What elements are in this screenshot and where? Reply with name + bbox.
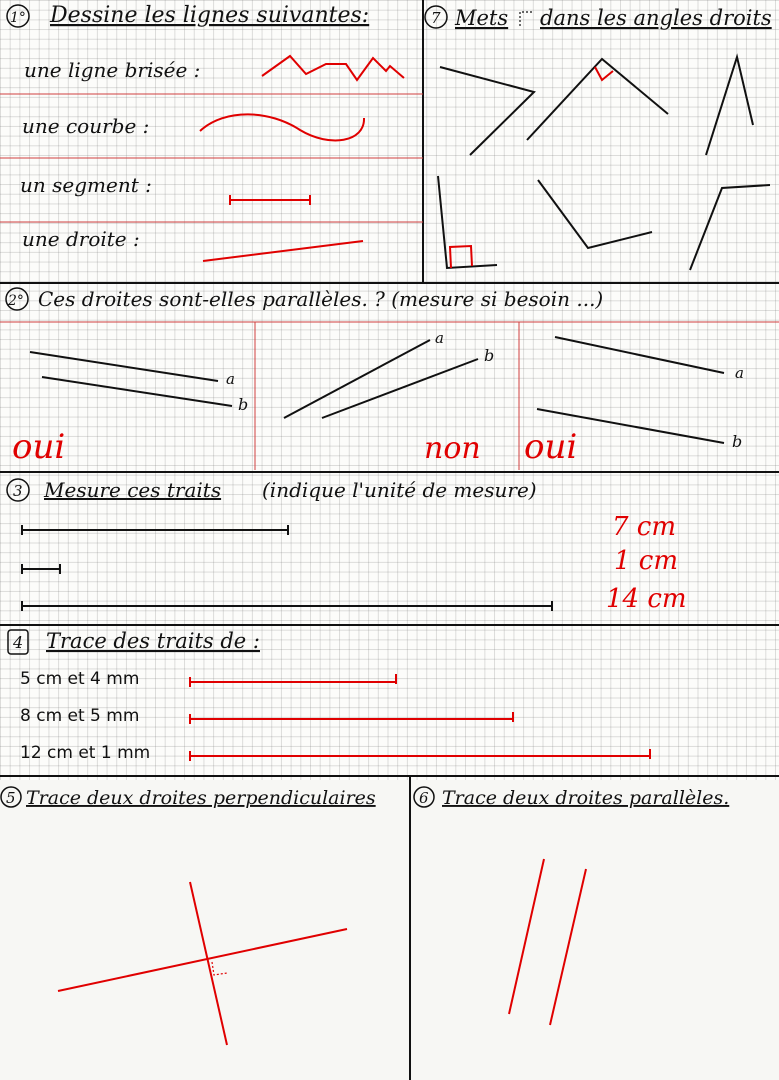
row-label-broken-line: une ligne brisée : bbox=[24, 58, 201, 82]
drawn-straight-line bbox=[203, 241, 363, 261]
right-angle-symbol bbox=[520, 12, 534, 26]
traced-segments bbox=[190, 674, 650, 761]
exercise-4-number: 4 bbox=[13, 633, 24, 652]
line-label-b: b bbox=[238, 395, 249, 414]
angle-figures bbox=[438, 57, 770, 270]
line-label-b: b bbox=[484, 346, 495, 365]
drawn-broken-line bbox=[262, 56, 404, 80]
parallel-test-lines bbox=[30, 337, 724, 443]
exercise-3-number: 3 bbox=[13, 482, 23, 500]
exercise-5 bbox=[1, 787, 376, 1045]
drawn-curve bbox=[200, 114, 364, 140]
answer-panel-3: oui bbox=[524, 427, 578, 467]
exercise-3 bbox=[7, 478, 687, 614]
length-label-3: 12 cm et 1 mm bbox=[20, 743, 151, 763]
line-label-a: a bbox=[735, 364, 744, 382]
line-label-a: a bbox=[435, 329, 444, 347]
exercise-2 bbox=[6, 287, 744, 467]
drawn-segment bbox=[230, 195, 310, 205]
length-label-1: 5 cm et 4 mm bbox=[20, 669, 140, 689]
measure-answer-2: 1 cm bbox=[614, 546, 679, 576]
segments-to-measure bbox=[22, 525, 552, 611]
row-label-segment: un segment : bbox=[20, 173, 152, 197]
exercise-7-number: 7 bbox=[431, 9, 441, 27]
exercise-5-number: 5 bbox=[6, 789, 16, 807]
right-angle-marks bbox=[450, 67, 613, 268]
exercise-6-number: 6 bbox=[419, 789, 429, 807]
exercise-4-title: Trace des traits de : bbox=[46, 629, 260, 653]
answer-panel-1: oui bbox=[12, 427, 66, 467]
exercise-6 bbox=[414, 787, 729, 1025]
exercise-1-title: Dessine les lignes suivantes: bbox=[50, 3, 370, 28]
exercise-2-title: Ces droites sont-elles parallèles. ? (mesure si besoin ...) bbox=[38, 287, 604, 311]
row-label-line: une droite : bbox=[22, 227, 140, 251]
exercise-3-title: Mesure ces traits bbox=[44, 478, 222, 502]
exercise-1-number: 1° bbox=[10, 10, 26, 26]
perpendicular-lines bbox=[58, 882, 347, 1045]
exercise-6-title: Trace deux droites parallèles. bbox=[442, 787, 730, 809]
answer-panel-2: non bbox=[424, 431, 481, 466]
line-label-a: a bbox=[226, 370, 235, 388]
exercise-7 bbox=[425, 6, 772, 270]
exercise-3-subtitle: (indique l'unité de mesure) bbox=[262, 478, 537, 502]
length-label-2: 8 cm et 5 mm bbox=[20, 706, 140, 726]
row-label-curve: une courbe : bbox=[22, 114, 150, 138]
right-angle-mark bbox=[212, 962, 227, 975]
parallel-lines bbox=[509, 859, 586, 1025]
measure-answer-1: 7 cm bbox=[612, 512, 677, 542]
exercise-7-title-start: Mets bbox=[455, 6, 509, 30]
exercise-4 bbox=[8, 629, 650, 763]
exercise-7-title-end: dans les angles droits bbox=[540, 6, 772, 30]
exercise-5-title: Trace deux droites perpendiculaires bbox=[26, 787, 376, 809]
line-label-b: b bbox=[732, 432, 743, 451]
exercise-2-number: 2° bbox=[8, 293, 24, 309]
measure-answer-3: 14 cm bbox=[606, 584, 687, 614]
